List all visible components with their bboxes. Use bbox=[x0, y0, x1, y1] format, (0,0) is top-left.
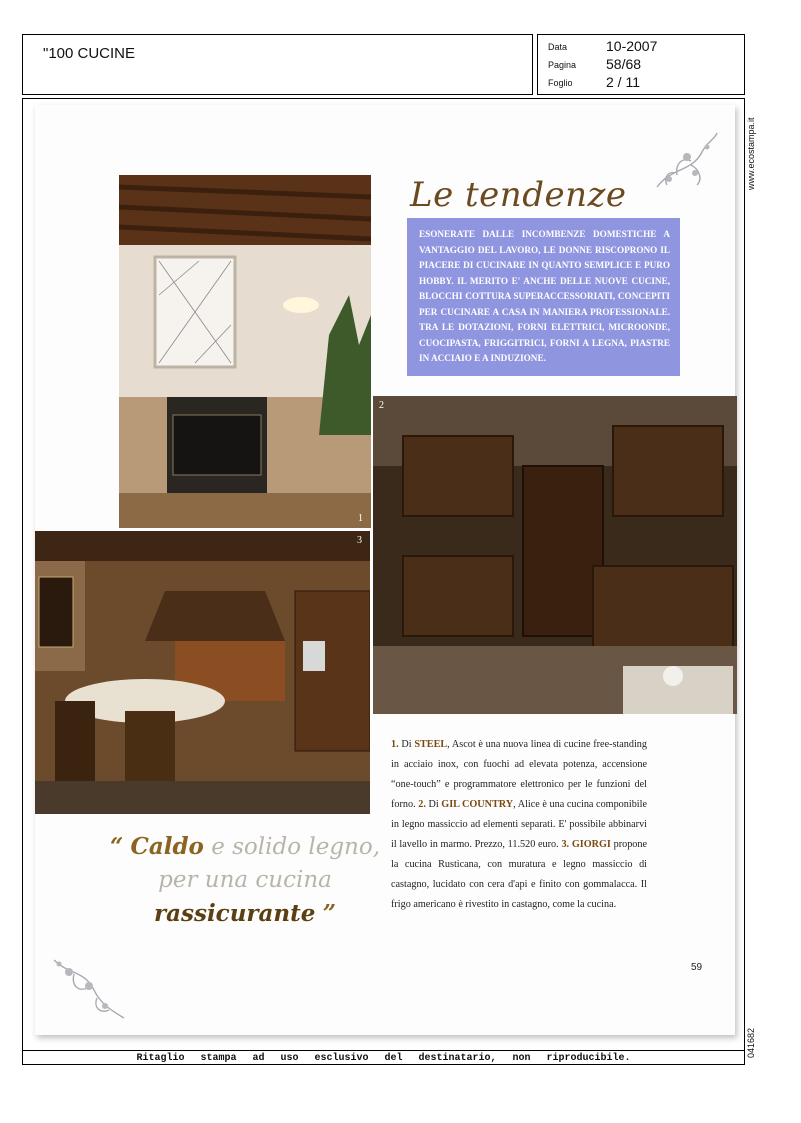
header-source-box bbox=[22, 34, 533, 95]
photo-number: 1 bbox=[358, 513, 363, 524]
floral-ornament-icon bbox=[49, 950, 129, 1025]
captions-text bbox=[391, 735, 647, 915]
meta-value: 2 / 11 bbox=[606, 74, 640, 90]
caption-text: , Alice è una cucina componibile in legno massiccio ad elementi separati. E' possibile abbinarvi il lavello in marmo. Prezzo, 11.520 euro. bbox=[391, 799, 647, 850]
meta-row-date bbox=[548, 38, 738, 56]
side-url: www.ecostampa.it bbox=[746, 117, 756, 190]
meta-row-page bbox=[548, 56, 738, 74]
caption-number: 2. bbox=[418, 799, 426, 810]
quote-close-mark: ” bbox=[322, 900, 336, 927]
caption-text: , Ascot è una nuova linea di cucine free-standing in acciaio inox, con fuochi ad elevata potenza, accensione “one-touch” e programmatore elettronico per le funzioni del forno. bbox=[391, 739, 647, 810]
kitchen-photo-3 bbox=[35, 531, 370, 814]
quote-open-mark: “ bbox=[109, 833, 124, 860]
magazine-page bbox=[35, 105, 735, 1035]
meta-label: Foglio bbox=[548, 78, 573, 88]
quote-part-1: Caldo bbox=[130, 833, 204, 860]
page-number: 59 bbox=[691, 962, 703, 973]
intro-text: ESONERATE DALLE INCOMBENZE DOMESTICHE A VANTAGGIO DEL LAVORO, LE DONNE RISCOPRONO IL PIACERE DI CUCINARE IN QUANTO SEMPLICE E PURO HOBBY. IL MERITO E' ANCHE DELLE NUOVE CUCINE, BLOCCHI COTTURA SUPERACCESSORIATI, CONCEPITI PER CUCINARE A CASA IN MANIERA PROFESSIONALE. TRA LE DOTAZIONI, FORNI ELETTRICI, MICROONDE, CUOCIPASTA, FRIGGITRICI, FORNI A LEGNA, PIASTRE IN ACCIAIO E A INDUZIONE. bbox=[419, 229, 670, 363]
publication-title: "100 CUCINE bbox=[43, 45, 136, 62]
meta-value: 58/68 bbox=[606, 56, 642, 72]
meta-label: Data bbox=[548, 42, 568, 52]
caption-brand: GIL COUNTRY bbox=[441, 799, 514, 810]
caption-pre: Di bbox=[425, 799, 442, 810]
photo-number: 2 bbox=[379, 400, 384, 411]
intro-box bbox=[407, 218, 680, 376]
kitchen-photo-1 bbox=[119, 175, 371, 528]
meta-value: 10-2007 bbox=[606, 38, 658, 54]
meta-row-sheet bbox=[548, 74, 738, 92]
side-code: 041682 bbox=[746, 1027, 756, 1058]
caption-brand: GIORGI bbox=[571, 839, 611, 850]
meta-label: Pagina bbox=[548, 60, 577, 70]
caption-number: 3. bbox=[561, 839, 570, 850]
pull-quote bbox=[95, 830, 395, 931]
caption-brand: STEEL bbox=[414, 739, 448, 750]
caption-number: 1. bbox=[391, 739, 399, 750]
kitchen-photo-2 bbox=[373, 396, 737, 714]
footer-divider bbox=[22, 1050, 745, 1051]
caption-pre: Di bbox=[398, 739, 415, 750]
clipping-frame bbox=[22, 98, 745, 1065]
quote-part-3: rassicurante bbox=[154, 900, 316, 927]
article-title: Le tendenze bbox=[410, 175, 627, 215]
photo-number: 3 bbox=[357, 535, 362, 546]
floral-ornament-icon bbox=[647, 127, 722, 202]
caption-text: propone la cucina Rusticana, con muratura e legno massiccio di castagno, lucidato con cera d'api e finito con gommalacca. Il frigo americano è rivestito in castagno, come la cucina. bbox=[391, 839, 648, 910]
footer-disclaimer: Ritaglio stampa ad uso esclusivo del destinatario, non riproducibile. bbox=[136, 1053, 631, 1064]
quote-part-2: e solido legno, per una cucina bbox=[158, 834, 381, 893]
header-meta-box bbox=[537, 34, 745, 95]
